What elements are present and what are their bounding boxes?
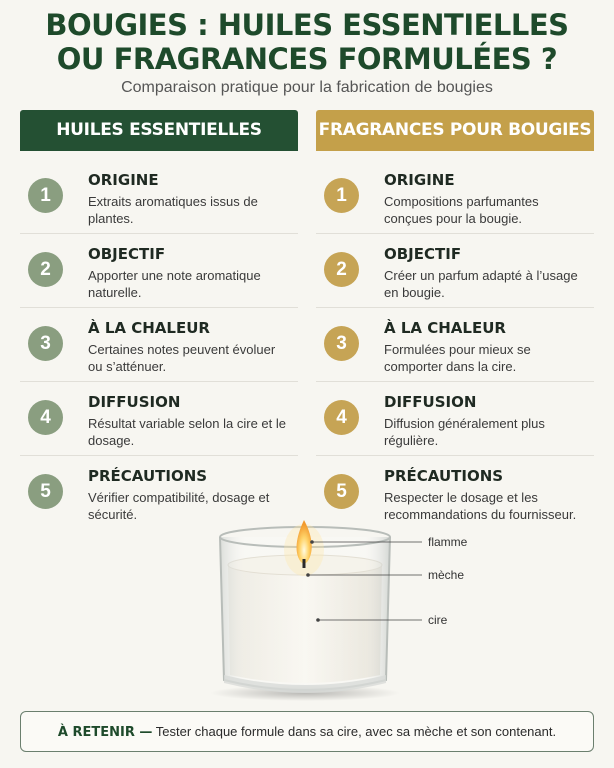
list-item — [316, 382, 594, 456]
item-text: Apporter une note aromatique naturelle. — [88, 268, 261, 300]
list-item — [20, 382, 298, 456]
number-badge: 4 — [28, 400, 63, 435]
column-header: HUILES ESSENTIELLES — [20, 110, 298, 151]
item-text: Créer un parfum adapté à l’usage en bougie. — [384, 268, 578, 300]
item-title: PRÉCAUTIONS — [384, 467, 504, 485]
number-badge: 4 — [324, 400, 359, 435]
item-text: Certaines notes peuvent évoluer ou s’atténuer. — [88, 342, 276, 374]
item-title: DIFFUSION — [88, 393, 181, 411]
number-badge: 1 — [28, 178, 63, 213]
number-badge: 2 — [28, 252, 63, 287]
item-title: ORIGINE — [88, 171, 159, 189]
title-line-1: BOUGIES : HUILES ESSENTIELLES — [45, 8, 569, 42]
key-takeaway-box — [20, 711, 594, 752]
candle-illustration — [200, 515, 500, 705]
column-header: FRAGRANCES POUR BOUGIES — [316, 110, 594, 151]
item-title: DIFFUSION — [384, 393, 477, 411]
list-item — [316, 234, 594, 308]
page-subtitle: Comparaison pratique pour la fabrication de bougies — [121, 79, 493, 96]
item-title: PRÉCAUTIONS — [88, 467, 208, 485]
flame-label: flamme — [428, 535, 468, 549]
item-text: Extraits aromatiques issus de plantes. — [88, 194, 258, 226]
item-title: OBJECTIF — [384, 245, 462, 263]
number-badge: 1 — [324, 178, 359, 213]
title-line-2: OU FRAGRANCES FORMULÉES ? — [56, 42, 558, 76]
wax-label: cire — [428, 613, 448, 627]
page-title — [0, 8, 614, 76]
list-item — [20, 160, 298, 234]
item-title: À LA CHALEUR — [384, 319, 506, 337]
column-candle-fragrances — [316, 110, 594, 530]
item-title: ORIGINE — [384, 171, 455, 189]
takeaway-label: À RETENIR — — [57, 725, 153, 740]
column-essential-oils — [20, 110, 298, 530]
wick-label: mèche — [428, 568, 465, 582]
list-item — [20, 308, 298, 382]
item-text: Vérifier compatibilité, dosage et sécurité. — [88, 490, 270, 522]
number-badge: 2 — [324, 252, 359, 287]
item-title: OBJECTIF — [88, 245, 166, 263]
number-badge: 3 — [28, 326, 63, 361]
item-text: Compositions parfumantes conçues pour la bougie. — [384, 194, 539, 226]
item-text: Respecter le dosage et les recommandations du fournisseur. — [384, 490, 577, 522]
list-item — [316, 308, 594, 382]
list-item — [316, 160, 594, 234]
item-text: Diffusion généralement plus régulière. — [384, 416, 545, 448]
item-title: À LA CHALEUR — [88, 319, 210, 337]
takeaway-text: Tester chaque formule dans sa cire, avec sa mèche et son contenant. — [152, 724, 557, 739]
list-item — [20, 234, 298, 308]
item-text: Formulées pour mieux se comporter dans la cire. — [384, 342, 531, 374]
number-badge: 5 — [28, 474, 63, 509]
number-badge: 3 — [324, 326, 359, 361]
number-badge: 5 — [324, 474, 359, 509]
item-text: Résultat variable selon la cire et le dosage. — [88, 416, 286, 448]
